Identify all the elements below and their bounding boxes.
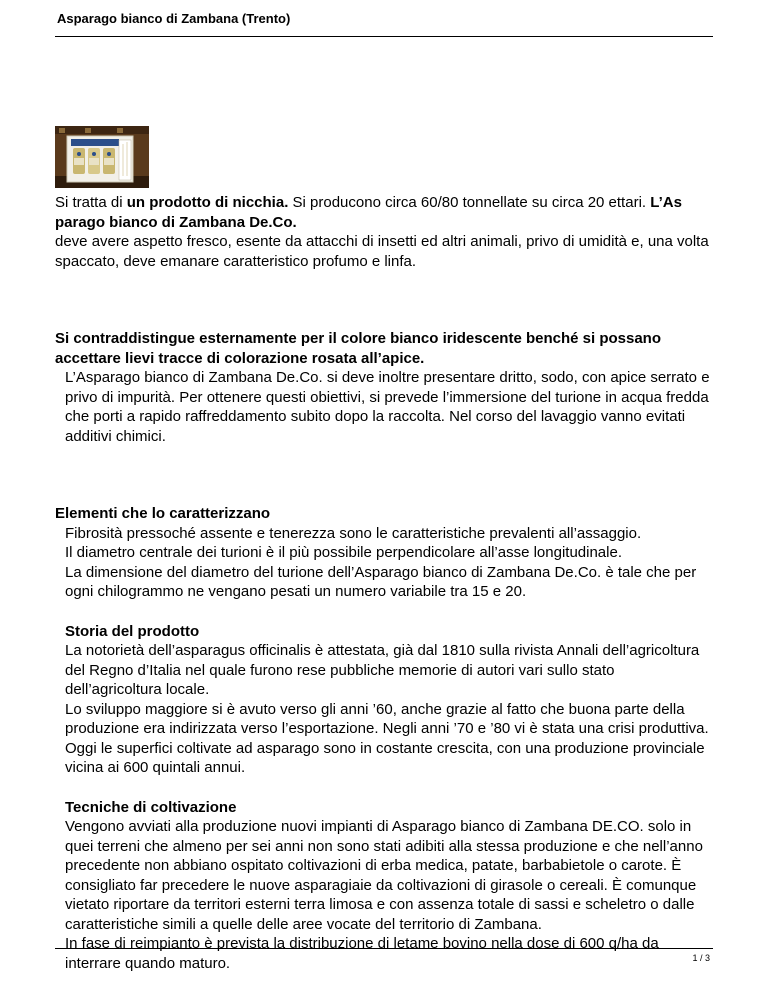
paragraph-storia-2: Lo sviluppo maggiore si è avuto verso gli anni ’60, anche grazie al fatto che buona parte della produzione era indirizzata verso l’esportazione. Negli anni ’70 e ’80 vi è stata una crisi produttiva. Oggi le superfici coltivate ad asparago sono in costante crescita, con una produzione provinciale vicina ai 600 quintali annui. [65, 700, 709, 776]
header-divider [55, 36, 713, 37]
paragraph-elementi-2: Il diametro centrale dei turioni è il più possibile perpendicolare all’asse longitudinale. [65, 544, 622, 561]
intro-paragraph: Si tratta di un prodotto di nicchia. Si producono circa 60/80 tonnellate su circa 20 ettari. L’As parago bianco di Zambana De.Co. [55, 194, 682, 231]
section-heading-storia: Storia del prodotto [65, 622, 200, 640]
paragraph-tecniche-1: Vengono avviati alla produzione nuovi impianti di Asparago bianco di Zambana DE.CO. solo in quei terreni che almeno per sei anni non sono stati adibiti alla stessa produzione e che nell’anno precedente non abbiano ospitato coltivazioni di erba medica, patate, barbabietole o carote. È consigliato far precedere le nuove asparagiaie da coltivazioni di girasole o cereali. È comunque vietato riportare da territori esterni terra limosa e con assenza totale di sassi e scheletro o dalle caratteristiche simili a quelle delle aree vocate del territorio di Zambana. [65, 818, 703, 933]
document-title: Asparago bianco di Zambana (Trento) [57, 11, 291, 26]
asparagus-gift-box-photo [55, 126, 149, 188]
paragraph-tecniche-2: In fase di reimpianto è prevista la distribuzione di letame bovino nella dose di 600 q/ha da interrare quando maturo. [65, 935, 659, 972]
section-heading-tecniche: Tecniche di coltivazione [65, 798, 237, 816]
paragraph-elementi-1: Fibrosità pressoché assente e tenerezza sono le caratteristiche prevalenti all’assaggio. [65, 524, 642, 542]
paragraph-distingue: L’Asparago bianco di Zambana De.Co. si deve inoltre presentare dritto, sodo, con apice serrato e privo di impurità. Per ottenere questi obiettivi, si prevede l’immersione del turione in acqua fredda che porti a rapido raffreddamento subito dopo la raccolta. Nel corso del lavaggio vanno evitati additivi chimici. [65, 369, 710, 445]
intro-description: deve avere aspetto fresco, esente da attacchi di insetti ed altri animali, privo di umidità e, una volta spaccato, deve emanare caratteristico profumo e linfa. [55, 233, 709, 270]
footer-divider [55, 948, 713, 949]
page-number: 1 / 3 [692, 953, 710, 963]
paragraph-storia-1: La notorietà dell’asparagus officinalis è attestata, già dal 1810 sulla rivista Annali dell’agricoltura del Regno d’Italia nel quale furono rese pubbliche memorie di autori vari sullo stato dell’agricoltura locale. [65, 642, 700, 698]
paragraph-elementi-3: La dimensione del diametro del turione dell’Asparago bianco di Zambana De.Co. è tale che per ogni chilogrammo ne vengano pesati un numero variabile tra 15 e 20. [65, 563, 697, 600]
section-heading-elementi: Elementi che lo caratterizzano [55, 505, 271, 522]
section-heading-distingue: Si contraddistingue esternamente per il colore bianco iridescente benché si possano accettare lievi tracce di colorazione rosata all’apice. [55, 330, 661, 367]
document-body [55, 126, 715, 973]
